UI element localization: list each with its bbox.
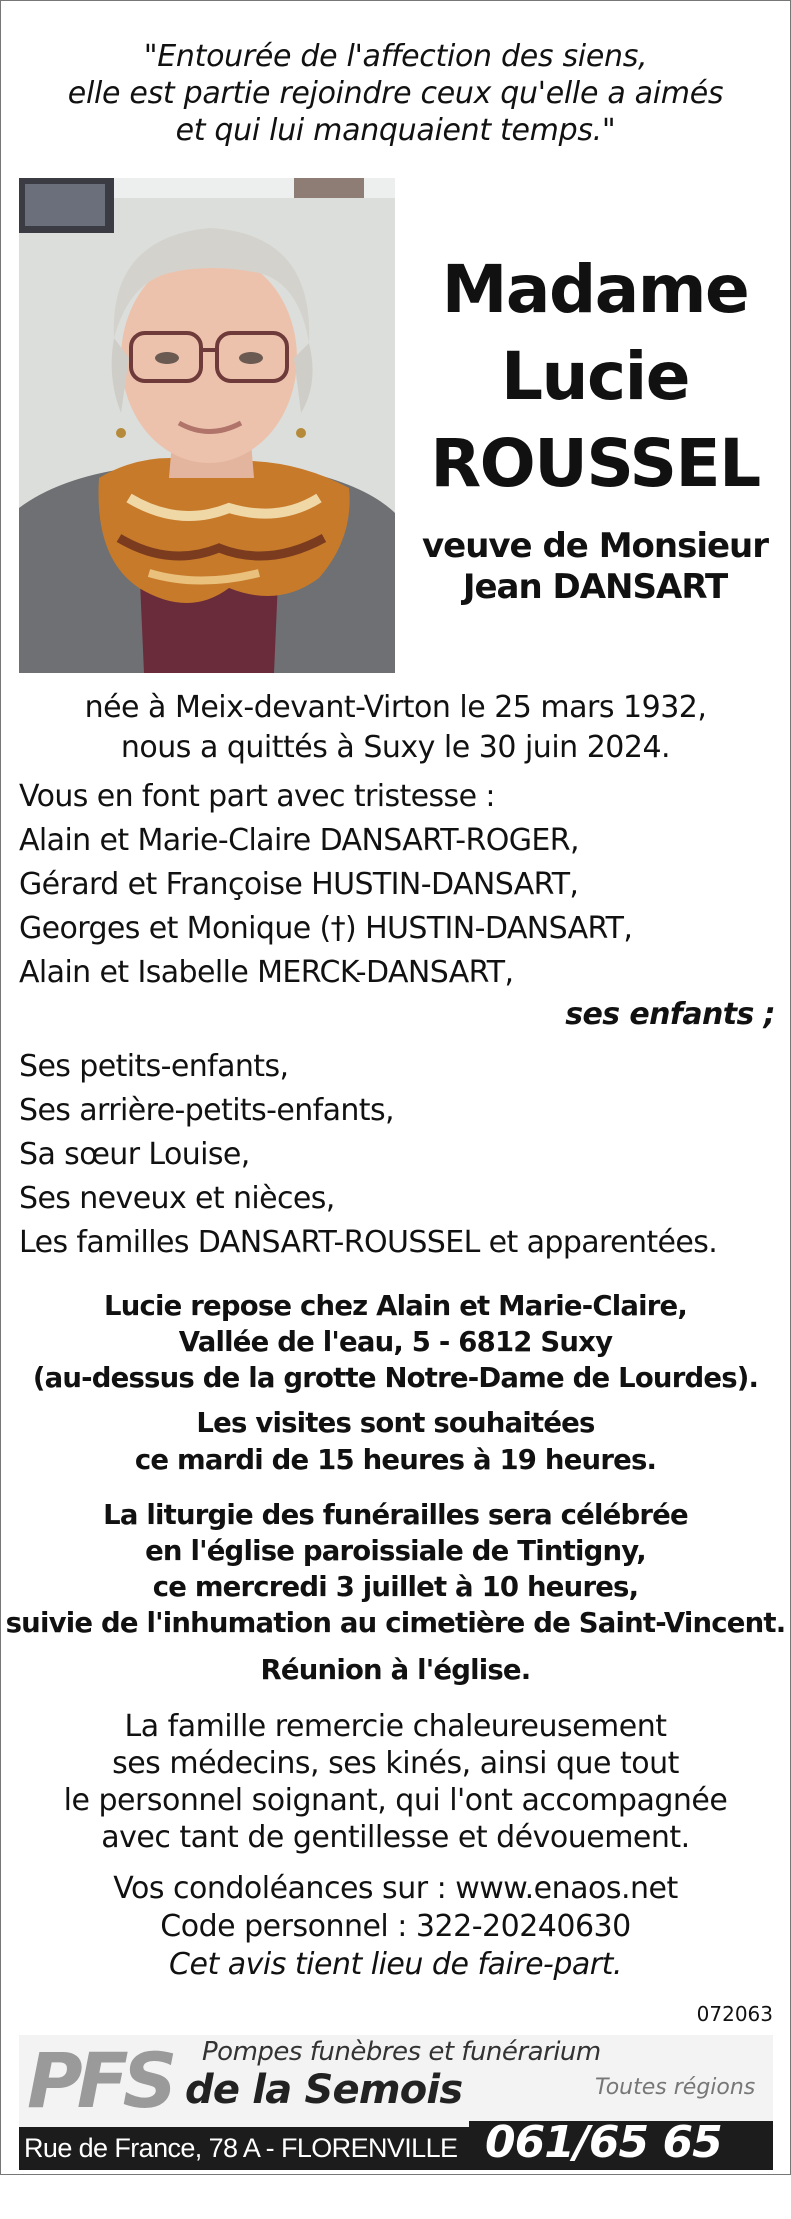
- other-family: [19, 1045, 717, 1265]
- child-entry: Georges et Monique (†) HUSTIN-DANSART,: [19, 911, 633, 946]
- rest-line: Vallée de l'eau, 5 - 6812 Suxy: [178, 1326, 613, 1358]
- birth-line: née à Meix-devant-Virton le 25 mars 1932,: [84, 690, 707, 725]
- death-line: nous a quittés à Suxy le 30 juin 2024.: [120, 730, 671, 765]
- deceased-title: Madame: [441, 251, 749, 328]
- widow-line: Jean DANSART: [462, 567, 728, 607]
- tagline: Pompes funèbres et funérarium: [202, 2037, 601, 2067]
- regions-label: Toutes régions: [595, 2075, 756, 2100]
- announcement-intro: Vous en font part avec tristesse :: [19, 779, 495, 814]
- pfs-logo: PFS: [27, 2036, 172, 2125]
- visiting-hours: [0, 1405, 791, 1479]
- family-announcement: [19, 775, 632, 995]
- thanks-line: le personnel soignant, qui l'ont accompagnée: [63, 1783, 728, 1818]
- liturgy-line: suivie de l'inhumation au cimetière de Saint-Vincent.: [5, 1607, 786, 1639]
- meeting-info: Réunion à l'église.: [260, 1654, 531, 1686]
- liturgy-line: La liturgie des funérailles sera célébrée: [103, 1499, 688, 1531]
- widow-of: [400, 526, 790, 608]
- children-label: ses enfants ;: [565, 997, 775, 1032]
- visits-line: ce mardi de 15 heures à 19 heures.: [134, 1444, 657, 1476]
- rest-location: [0, 1288, 791, 1396]
- epigraph-line: elle est partie rejoindre ceux qu'elle a aimés: [67, 76, 724, 111]
- thanks-line: La famille remercie chaleureusement: [124, 1709, 667, 1744]
- rest-line: (au-dessus de la grotte Notre-Dame de Lourdes).: [32, 1362, 759, 1394]
- address: Rue de France, 78 A - FLORENVILLE: [24, 2133, 458, 2163]
- condolences-website: Vos condoléances sur : www.enaos.net: [113, 1871, 678, 1906]
- liturgy-line: en l'église paroissiale de Tintigny,: [145, 1535, 646, 1567]
- phone-number: 061/65 65 76: [485, 2117, 722, 2219]
- thanks-line: ses médecins, ses kinés, ainsi que tout: [112, 1746, 679, 1781]
- liturgy-info: [0, 1497, 791, 1641]
- thanks-line: avec tant de gentillesse et dévouement.: [101, 1820, 690, 1855]
- reference-number: 072063: [696, 2002, 773, 2026]
- family-entry: Ses petits-enfants,: [19, 1049, 289, 1084]
- condolences-code: Code personnel : 322-20240630: [160, 1909, 631, 1944]
- deceased-first-name: Lucie: [500, 338, 690, 415]
- child-entry: Alain et Marie-Claire DANSART-ROGER,: [19, 823, 579, 858]
- epigraph-line: et qui lui manquaient temps.": [175, 113, 616, 148]
- epigraph: [0, 38, 791, 149]
- epigraph-line: "Entourée de l'affection des siens,: [143, 39, 648, 74]
- condolences-info: [0, 1870, 791, 1984]
- faire-part-note: Cet avis tient lieu de faire-part.: [169, 1947, 622, 1982]
- deceased-name: [400, 246, 790, 507]
- portrait-photo: [19, 178, 395, 673]
- company-name: de la Semois: [185, 2067, 463, 2113]
- family-entry: Les familles DANSART-ROUSSEL et apparentées.: [19, 1225, 718, 1260]
- birth-death-dates: [0, 688, 791, 768]
- family-entry: Ses arrière-petits-enfants,: [19, 1093, 394, 1128]
- family-entry: Ses neveux et nièces,: [19, 1181, 335, 1216]
- child-entry: Gérard et Françoise HUSTIN-DANSART,: [19, 867, 579, 902]
- child-entry: Alain et Isabelle MERCK-DANSART,: [19, 955, 514, 990]
- family-entry: Sa sœur Louise,: [19, 1137, 250, 1172]
- thanks-message: [0, 1708, 791, 1856]
- rest-line: Lucie repose chez Alain et Marie-Claire,: [104, 1290, 687, 1322]
- deceased-last-name: ROUSSEL: [430, 425, 760, 502]
- visits-line: Les visites sont souhaitées: [196, 1407, 595, 1439]
- liturgy-line: ce mercredi 3 juillet à 10 heures,: [152, 1571, 639, 1603]
- funeral-home-banner: [19, 2035, 773, 2219]
- widow-line: veuve de Monsieur: [421, 526, 769, 566]
